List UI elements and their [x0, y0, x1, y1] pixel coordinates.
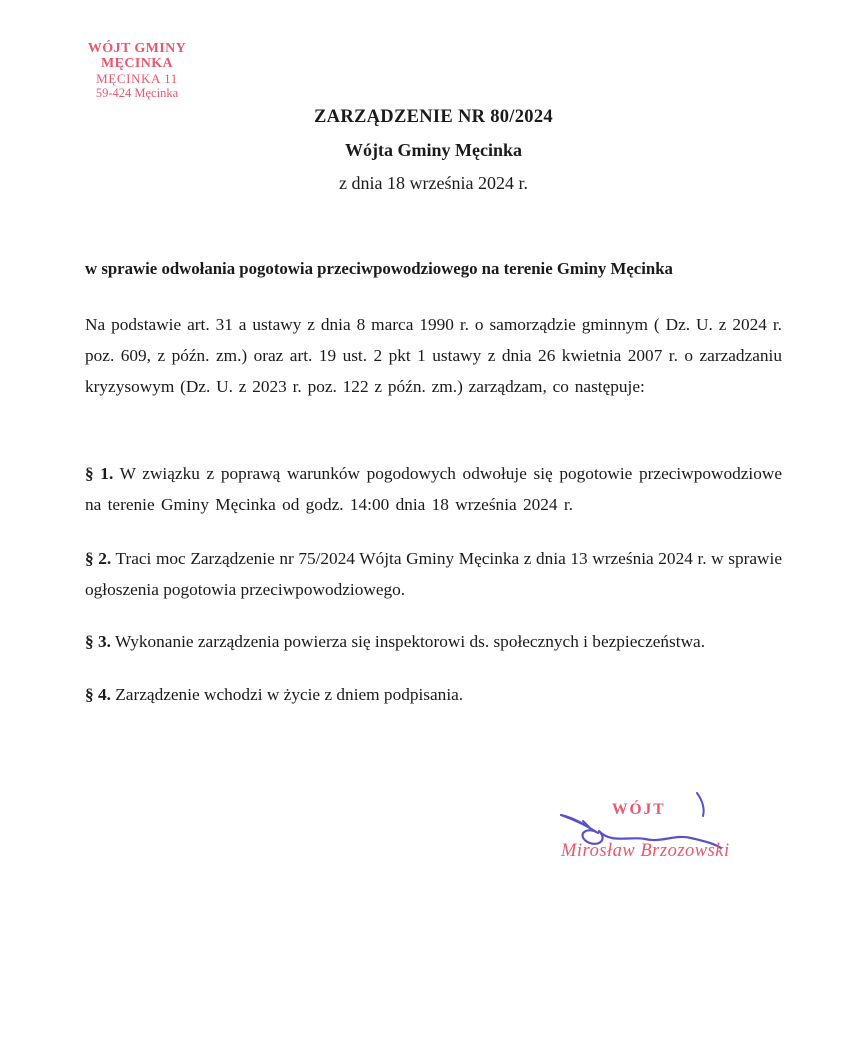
signature-title-stamp: WÓJT [612, 801, 666, 818]
section-paragraph-4 [85, 679, 782, 710]
sender-stamp-name: WÓJT GMINY MĘCINKA [87, 41, 187, 71]
section-paragraph-1 [85, 458, 782, 520]
sender-stamp-postcode: 59-424 Męcinka [95, 86, 179, 100]
subject-line: w sprawie odwołania pogotowia przeciwpowodziowego na terenie Gminy Męcinka [85, 259, 673, 278]
section-label: § 3. [85, 632, 111, 651]
section-label: § 1. [85, 464, 114, 483]
document-date: z dnia 18 września 2024 r. [339, 173, 528, 193]
signature-name-stamp: Mirosław Brzozowski [561, 841, 730, 861]
document-title-block [85, 101, 782, 200]
section-text: Zarządzenie wchodzi w życie z dniem podpisania. [115, 685, 464, 704]
sender-stamp [52, 41, 222, 101]
section-label: § 2. [85, 549, 112, 568]
sender-stamp-address: MĘCINKA 11 [96, 71, 178, 86]
section-paragraph-3 [85, 626, 782, 657]
document-author: Wójta Gminy Męcinka [345, 140, 522, 160]
document-title: ZARZĄDZENIE NR 80/2024 [314, 107, 553, 127]
preamble-paragraph: Na podstawie art. 31 a ustawy z dnia 8 marca 1990 r. o samorządzie gminnym ( Dz. U. z 2024 r. poz. 609, z późn. zm.) oraz art. 19 ust. 2 pkt 1 ustawy z dnia 26 kwietnia 2007 r. o zarzadzaniu kryzysowym (Dz. U. z 2023 r. poz. 122 z późn. zm.) zarządzam, co następuje: [85, 315, 782, 396]
section-text: Traci moc Zarządzenie nr 75/2024 Wójta Gminy Męcinka z dnia 13 września 2024 r. w sprawie ogłoszenia pogotowia przeciwpowodziowego. [85, 549, 783, 599]
section-paragraph-2 [85, 543, 782, 605]
section-text: Wykonanie zarządzenia powierza się inspektorowi ds. społecznych i bezpieczeństwa. [114, 632, 706, 651]
section-text: W związku z poprawą warunków pogodowych odwołuje się pogotowie przeciwpowodziowe na terenie Gminy Męcinka od godz. 14:00 dnia 18 września 2024 r. [85, 464, 782, 514]
section-label: § 4. [85, 685, 111, 704]
